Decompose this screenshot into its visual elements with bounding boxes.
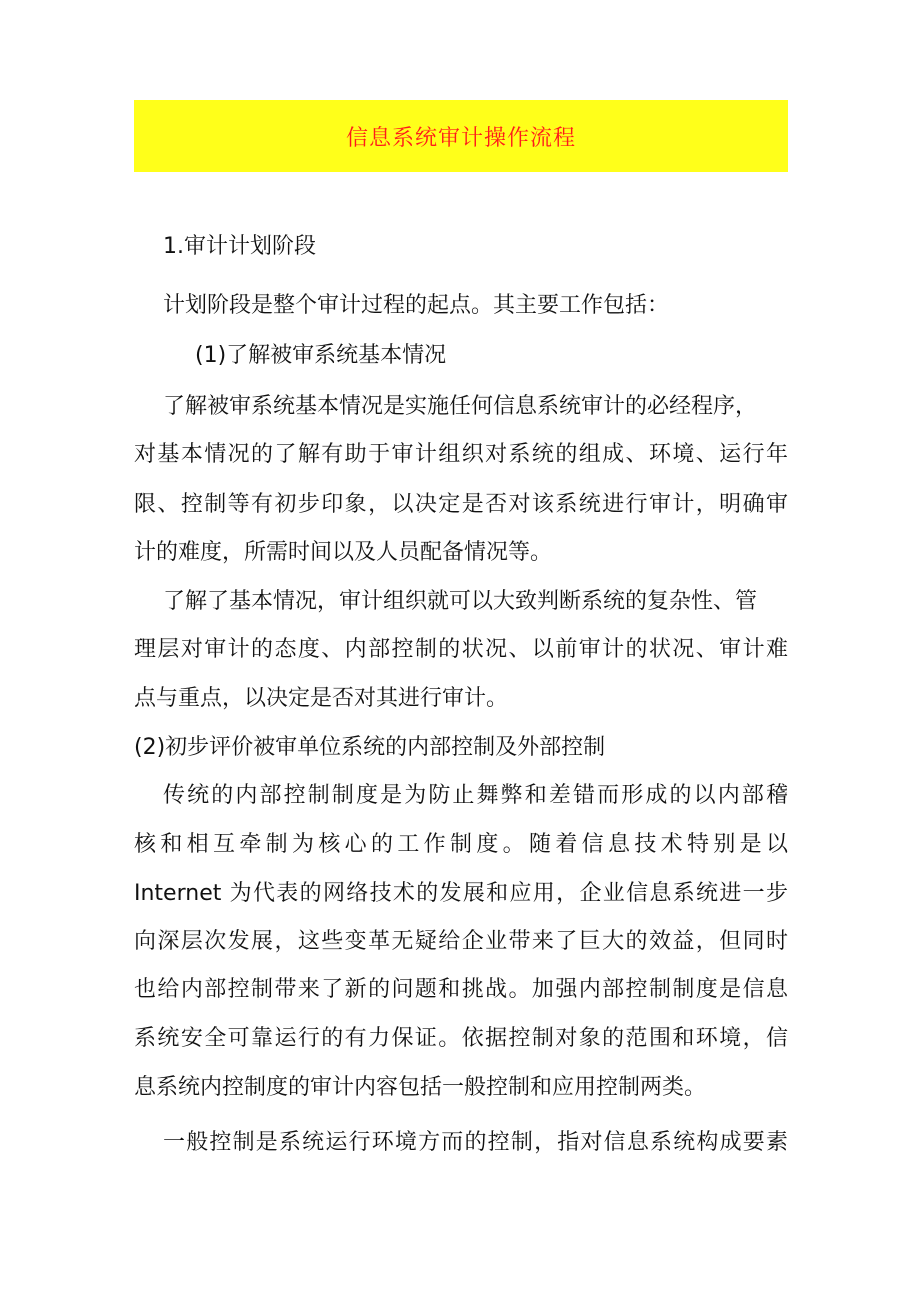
paragraph-3-line: 传统的内部控制制度是为防止舞弊和差错而形成的以内部稽 <box>163 783 788 808</box>
paragraph-1-line: 对基本情况的了解有助于审计组织对系统的组成、环境、运行年 <box>134 442 788 467</box>
paragraph-3-line: 核和相互牵制为核心的工作制度。随着信息技术特别是以 <box>134 832 788 857</box>
paragraph-3-line: Internet 为代表的网络技术的发展和应用，企业信息系统进一步 <box>134 881 788 906</box>
paragraph-3-line: 系统安全可靠运行的有力保证。依据控制对象的范围和环境，信 <box>134 1026 788 1051</box>
section-heading: 1.审计计划阶段 <box>163 234 316 259</box>
paragraph-1-line: 限、控制等有初步印象，以决定是否对该系统进行审计，明确审 <box>134 492 788 517</box>
subheading-2: (2)初步评价被审单位系统的内部控制及外部控制 <box>134 735 606 760</box>
paragraph-1-line: 了解被审系统基本情况是实施任何信息系统审计的必经程序， <box>163 394 758 419</box>
paragraph-1-line: 计的难度，所需时间以及人员配备情况等。 <box>134 540 553 565</box>
paragraph-2-line: 了解了基本情况，审计组织就可以大致判断系统的复杂性、管 <box>163 589 758 614</box>
paragraph-3-line: 向深层次发展，这些变革无疑给企业带来了巨大的效益，但同时 <box>134 929 788 954</box>
document-title: 信息系统审计操作流程 <box>345 125 576 151</box>
title-banner <box>134 100 788 172</box>
subheading-1: (1)了解被审系统基本情况 <box>195 343 447 368</box>
paragraph-3-line: 也给内部控制带来了新的问题和挑战。加强内部控制制度是信息 <box>134 977 788 1002</box>
paragraph-4-line: 一般控制是系统运行环境方而的控制，指对信息系统构成要素 <box>163 1130 788 1155</box>
intro-paragraph: 计划阶段是整个审计过程的起点。其主要工作包括： <box>163 293 670 318</box>
paragraph-2-line: 理层对审计的态度、内部控制的状况、以前审计的状况、审计难 <box>134 637 788 662</box>
paragraph-3-line: 息系统内控制度的审计内容包括一般控制和应用控制两类。 <box>134 1075 707 1100</box>
paragraph-2-line: 点与重点，以决定是否对其进行审计。 <box>134 686 509 711</box>
